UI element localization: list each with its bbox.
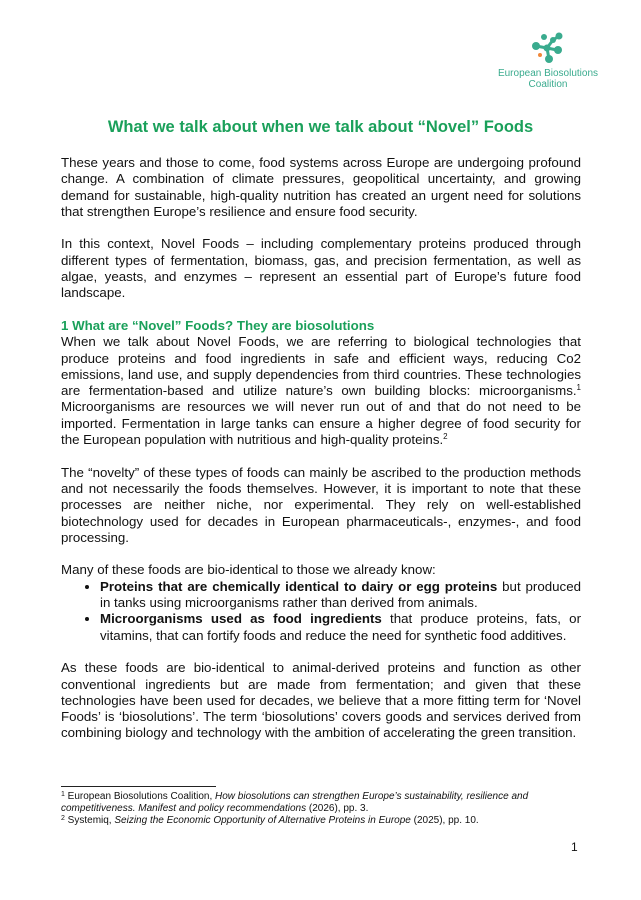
list-intro: Many of these foods are bio-identical to those we already know: — [61, 562, 436, 578]
text-span: When we talk about Novel Foods, we are referring to biological technologies that produce proteins and food ingredients in safe and efficient ways, reducing Co2 emissions, land use, and supply dependencies from third countries. These technologies are fermentation-based and utilize nature’s own building blocks: microorganisms. — [61, 334, 581, 399]
footnote-number: 1 — [61, 791, 65, 798]
footnote-2 — [61, 815, 581, 827]
footnote-title: How biosolutions can strengthen Europe’s sustainability, resilience and competitiveness. Manifest and policy recommendations — [61, 791, 529, 814]
list-item — [100, 611, 581, 644]
footnote-text: (2025), pp. 10. — [410, 815, 479, 826]
footnote-ref-2[interactable]: 2 — [443, 432, 448, 442]
bullet-text: but produced in tanks using microorganisms rather than derived from animals. — [100, 578, 581, 611]
section-paragraph-3: As these foods are bio-identical to animal-derived proteins and function as other conventional ingredients but are made from fermentation; and given that these technologies have been used for decades, we believe that a more fitting term for ‘Novel Foods’ is ‘biosolutions’. The term ‘biosolutions’ covers goods and services derived from combining biology and technology with the ambition of accelerating the green transition. — [61, 660, 581, 741]
footnote-1 — [61, 791, 581, 815]
bullet-list — [61, 579, 581, 644]
footnote-number: 2 — [61, 815, 65, 822]
footnotes — [61, 791, 581, 827]
text-span: Microorganisms are resources we will never run out of and that do not need to be imported. Fermentation in large tanks can ensure a higher degree of food security for the European population with nutritious and high-quality proteins. — [61, 399, 581, 448]
footnote-ref-1[interactable]: 1 — [576, 383, 581, 393]
coalition-logo — [478, 30, 618, 90]
intro-paragraph-2: In this context, Novel Foods – including complementary proteins produced through different types of fermentation, biomass, gas, and precision fermentation, as well as algae, yeasts, and enzymes – represent an essential part of Europe’s future food landscape. — [61, 236, 581, 301]
footnote-text: Systemiq, — [64, 815, 115, 826]
logo-line1: European Biosolutions — [497, 68, 599, 79]
footnote-divider — [61, 786, 216, 787]
intro-paragraph-1: These years and those to come, food systems across Europe are undergoing profound change. A combination of climate pressures, geopolitical uncertainty, and growing demand for sustainable, high-quality nutrition has created an urgent need for solutions that strengthen Europe’s resilience and ensure food security. — [61, 155, 581, 219]
bullet-text: that produce proteins, fats, or vitamins, that can fortify foods and reduce the need for synthetic food additives. — [100, 611, 581, 643]
footnote-text: (2026), pp. 3. — [306, 803, 369, 814]
section-paragraph-1 — [61, 334, 581, 448]
bullet-bold: Proteins that are chemically identical to dairy or egg proteins — [100, 578, 498, 594]
document-body — [61, 155, 581, 758]
logo-line2: Coalition — [528, 79, 568, 90]
footnote-text: European Biosolutions Coalition, — [64, 791, 215, 802]
logo-text — [478, 68, 618, 90]
bullet-bold: Microorganisms used as food ingredients — [100, 611, 382, 627]
section-heading: 1 What are “Novel” Foods? They are biosolutions — [61, 317, 375, 333]
page-number: 1 — [571, 840, 578, 854]
molecule-network-icon — [528, 30, 568, 64]
footnote-title: Seizing the Economic Opportunity of Alternative Proteins in Europe — [114, 815, 411, 826]
list-item — [100, 579, 581, 612]
page-title: What we talk about when we talk about “Novel” Foods — [107, 118, 534, 136]
section-paragraph-2: The “novelty” of these types of foods can mainly be ascribed to the production methods and not necessarily the foods themselves. However, it is important to note that these processes are neither niche, nor experimental. They rely on well-established biotechnology used for decades in European pharmaceuticals-, enzymes-, and food processing. — [61, 464, 581, 545]
